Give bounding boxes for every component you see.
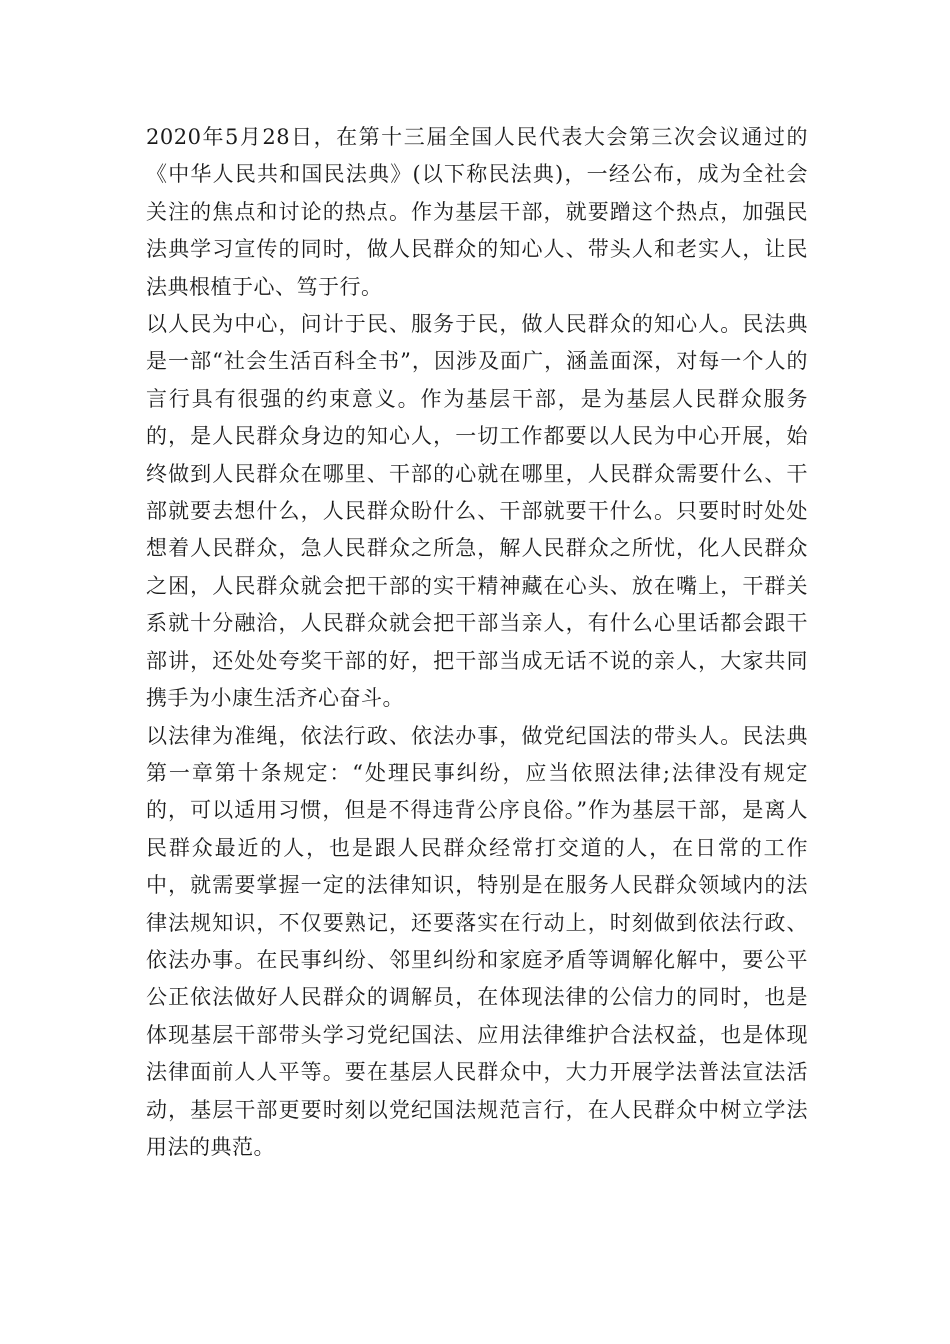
paragraph-rule-of-law: 以法律为准绳，依法行政、依法办事，做党纪国法的带头人。民法典第一章第十条规定：“处理民事纠纷，应当依照法律;法律没有规定的，可以适用习惯，但是不得违背公序良俗。”作为基层干部，是离人民群众最近的人，也是跟人民群众经常打交道的人，在日常的工作中，就需要掌握一定的法律知识，特别是在服务人民群众领域内的法律法规知识，不仅要熟记，还要落实在行动上，时刻做到依法行政、依法办事。在民事纠纷、邻里纠纷和家庭矛盾等调解化解中，要公平公正依法做好人民群众的调解员，在体现法律的公信力的同时，也是体现基层干部带头学习党纪国法、应用法律维护合法权益，也是体现法律面前人人平等。要在基层人民群众中，大力开展学法普法宣法活动，基层干部更要时刻以党纪国法规范言行，在人民群众中树立学法用法的典范。: [146, 723, 808, 1159]
paragraph-intro: 2020年5月28日，在第十三届全国人民代表大会第三次会议通过的《中华人民共和国民法典》(以下称民法典)，一经公布，成为全社会关注的焦点和讨论的热点。作为基层干部，就要蹭这个热点，加强民法典学习宣传的同时，做人民群众的知心人、带头人和老实人，让民法典根植于心、笃于行。: [146, 125, 808, 299]
document-body: [146, 119, 808, 1166]
paragraph-people-centered: 以人民为中心，问计于民、服务于民，做人民群众的知心人。民法典是一部“社会生活百科全书”，因涉及面广，涵盖面深，对每一个人的言行具有很强的约束意义。作为基层干部，是为基层人民群众服务的，是人民群众身边的知心人，一切工作都要以人民为中心开展，始终做到人民群众在哪里、干部的心就在哪里，人民群众需要什么、干部就要去想什么，人民群众盼什么、干部就要干什么。只要时时处处想着人民群众，急人民群众之所急，解人民群众之所忧，化人民群众之困，人民群众就会把干部的实干精神藏在心头、放在嘴上，干群关系就十分融洽，人民群众就会把干部当亲人，有什么心里话都会跟干部讲，还处处夸奖干部的好，把干部当成无话不说的亲人，大家共同携手为小康生活齐心奋斗。: [146, 312, 808, 711]
